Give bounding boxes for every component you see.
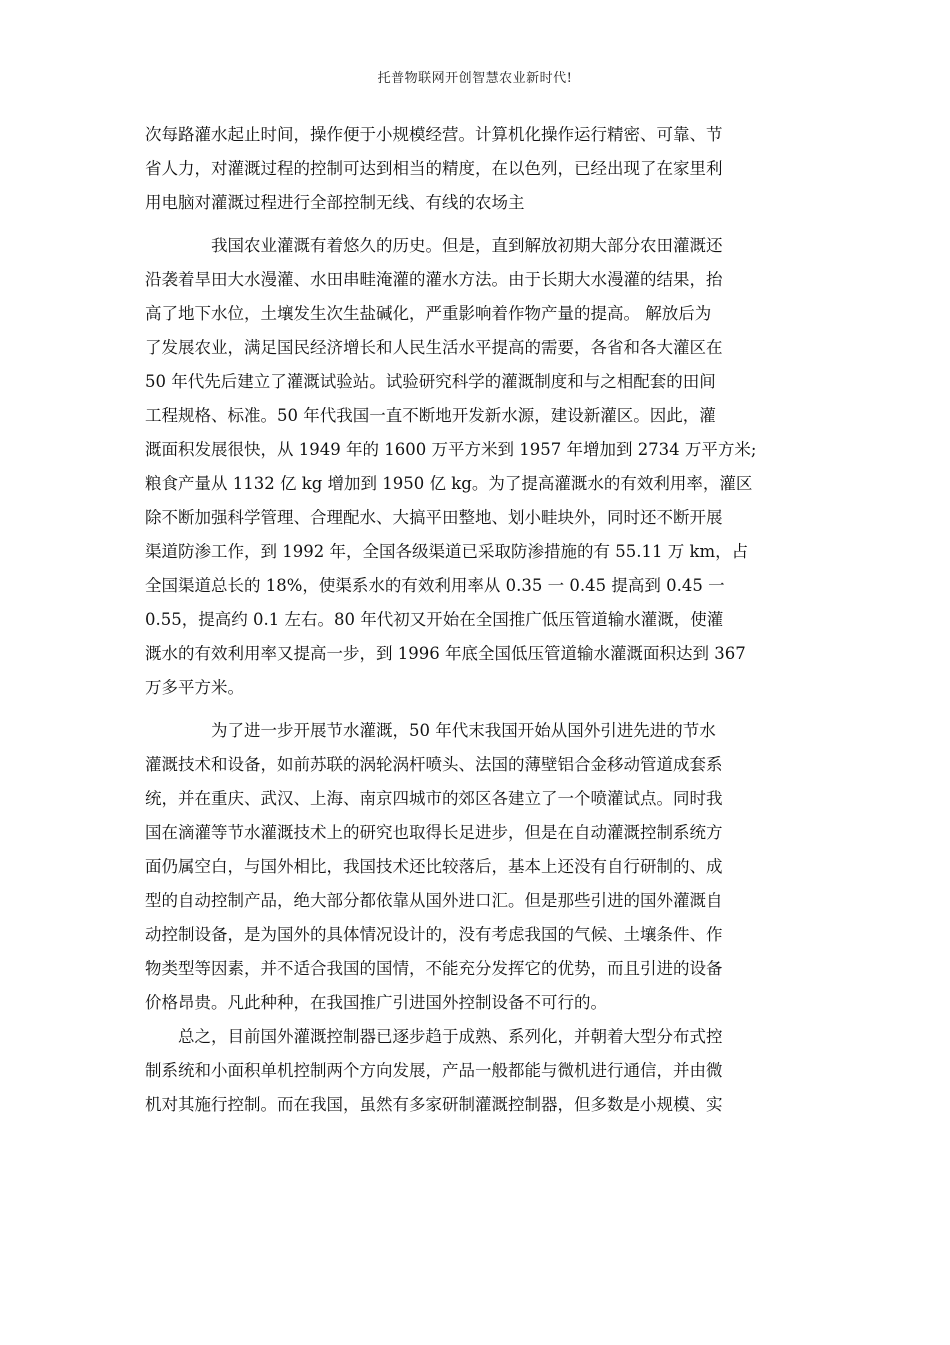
text-line: 次每路灌水起止时间，操作便于小规模经营。计算机化操作运行精密、可靠、节	[145, 125, 723, 144]
paragraph-spacer	[145, 220, 805, 229]
text-line: 统，并在重庆、武汉、上海、南京四城市的郊区各建立了一个喷灌试点。同时我	[145, 789, 723, 808]
text-line: 全国渠道总长的 18%，使渠系水的有效利用率从 0.35 一 0.45 提高到 0.45 一	[145, 576, 725, 595]
text-line: 省人力，对灌溉过程的控制可达到相当的精度，在以色列，已经出现了在家里利	[145, 159, 723, 178]
text-line: 溉面积发展很快，从 1949 年的 1600 万平方米到 1957 年增加到 2734 万平方米;	[145, 440, 757, 459]
paragraph-spacer	[145, 705, 805, 714]
text-line: 高了地下水位，土壤发生次生盐碱化，严重影响着作物产量的提高。 解放后为	[145, 304, 712, 323]
text-line: 总之，目前国外灌溉控制器已逐步趋于成熟、系列化，并朝着大型分布式控	[145, 1027, 723, 1046]
text-line: 国在滴灌等节水灌溉技术上的研究也取得长足进步，但是在自动灌溉控制系统方	[145, 823, 723, 842]
document-body	[145, 118, 805, 1122]
text-line: 面仍属空白，与国外相比，我国技术还比较落后，基本上还没有自行研制的、成	[145, 857, 723, 876]
text-line: 物类型等因素，并不适合我国的国情，不能充分发挥它的优势，而且引进的设备	[145, 959, 723, 978]
paragraph-1	[145, 118, 805, 220]
text-line: 万多平方米。	[145, 678, 244, 697]
text-line: 除不断加强科学管理、合理配水、大搞平田整地、划小畦块外，同时还不断开展	[145, 508, 723, 527]
text-line: 0.55，提高约 0.1 左右。80 年代初又开始在全国推广低压管道输水灌溉，使灌	[145, 610, 724, 629]
text-line: 粮食产量从 1132 亿 kg 增加到 1950 亿 kg。为了提高灌溉水的有效利用率，灌区	[145, 474, 753, 493]
text-line: 型的自动控制产品，绝大部分都依靠从国外进口汇。但是那些引进的国外灌溉自	[145, 891, 723, 910]
text-line: 为了进一步开展节水灌溉，50 年代末我国开始从国外引进先进的节水	[145, 721, 716, 740]
text-line: 我国农业灌溉有着悠久的历史。但是，直到解放初期大部分农田灌溉还	[145, 236, 723, 255]
paragraph-4	[145, 1020, 805, 1122]
text-line: 动控制设备，是为国外的具体情况设计的，没有考虑我国的气候、土壤条件、作	[145, 925, 723, 944]
text-line: 机对其施行控制。而在我国，虽然有多家研制灌溉控制器，但多数是小规模、实	[145, 1095, 723, 1114]
text-line: 渠道防渗工作，到 1992 年，全国各级渠道已采取防渗措施的有 55.11 万 km，占	[145, 542, 749, 561]
page-header: 托普物联网开创智慧农业新时代!	[377, 71, 573, 86]
text-line: 制系统和小面积单机控制两个方向发展，产品一般都能与微机进行通信，并由微	[145, 1061, 723, 1080]
text-line: 用电脑对灌溉过程进行全部控制无线、有线的农场主	[145, 193, 525, 212]
text-line: 工程规格、标准。50 年代我国一直不断地开发新水源，建设新灌区。因此，灌	[145, 406, 716, 425]
text-line: 了发展农业，满足国民经济增长和人民生活水平提高的需要，各省和各大灌区在	[145, 338, 723, 357]
text-line: 溉水的有效利用率又提高一步，到 1996 年底全国低压管道输水灌溉面积达到 367	[145, 644, 746, 663]
paragraph-3	[145, 714, 805, 1020]
text-line: 价格昂贵。凡此种种，在我国推广引进国外控制设备不可行的。	[145, 993, 607, 1012]
paragraph-2	[145, 229, 805, 705]
text-line: 沿袭着旱田大水漫灌、水田串畦淹灌的灌水方法。由于长期大水漫灌的结果，抬	[145, 270, 723, 289]
text-line: 灌溉技术和设备，如前苏联的涡轮涡杆喷头、法国的薄壁铝合金移动管道成套系	[145, 755, 723, 774]
text-line: 50 年代先后建立了灌溉试验站。试验研究科学的灌溉制度和与之相配套的田间	[145, 372, 716, 391]
